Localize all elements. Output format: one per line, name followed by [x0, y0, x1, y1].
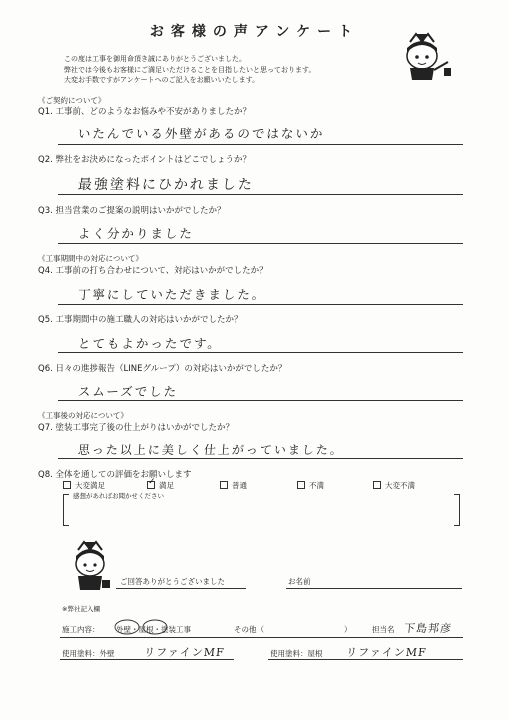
question-3: Q3. 担当営業のご提案の説明はいかがでしたか？ — [38, 206, 226, 216]
rating-option-very-unsatisfied[interactable]: 大変不満 — [373, 480, 415, 491]
thanks-line — [116, 588, 246, 589]
answer-line-4 — [58, 304, 463, 305]
answer-line-1 — [58, 144, 463, 145]
paint-roof-line — [268, 659, 463, 660]
section-during: 《工事期間中の対応について》 — [38, 254, 143, 263]
checkbox-icon[interactable] — [63, 481, 71, 489]
question-8: Q8. 全体を通しての評価をお願いします — [38, 470, 192, 480]
manager-label: 担当名 — [372, 625, 395, 634]
answer-line-2 — [58, 194, 463, 195]
samurai-mascot-icon — [66, 540, 118, 596]
rating-option-unsatisfied[interactable]: 不満 — [297, 480, 324, 491]
intro-text: この度は工事を御用命頂き誠にありがとうございました。 弊社では今後もお客様にご満足いただけることを目指したいと思っております。 大変お手数ですがアンケートへのご記入をお願いいたします。 — [64, 55, 316, 84]
answer-7: 思った以上に美しく仕上がっていました。 — [77, 443, 345, 457]
rating-option-satisfied[interactable]: ✓ 満足 — [147, 480, 174, 491]
question-1: Q1. 工事前、どのようなお悩みや不安がありましたか？ — [38, 107, 252, 117]
page-title: お客様の声アンケート — [149, 24, 360, 40]
answer-line-7 — [58, 458, 463, 459]
question-6: Q6. 日々の進捗報告（LINEグループ）の対応はいかがでしたか？ — [38, 364, 287, 374]
answer-line-5 — [58, 352, 463, 353]
samurai-mascot-icon — [396, 32, 452, 84]
circled-choice-icon — [114, 618, 174, 636]
left-bracket — [63, 494, 69, 526]
comment-area[interactable] — [63, 491, 460, 524]
section-after: 《工事後の対応について》 — [38, 411, 128, 420]
work-line — [60, 637, 463, 638]
checkbox-icon[interactable] — [220, 481, 228, 489]
paint-roof-value: リファインMF — [345, 646, 428, 659]
question-2: Q2. 弊社をお決めになったポイントはどこでしょうか？ — [38, 155, 252, 165]
question-4: Q4. 工事前の打ち合わせについて、対応はいかがでしたか？ — [38, 266, 268, 276]
name-label: お名前 — [288, 577, 311, 586]
paint-wall-label: 使用塗料：外壁 — [62, 649, 115, 658]
work-label: 施工内容： — [62, 625, 100, 634]
rating-option-very-satisfied[interactable]: 大変満足 — [63, 480, 105, 491]
answer-1: いたんでいる外壁があるのではないか — [77, 126, 326, 141]
question-5: Q5. 工事期間中の施工職人の対応はいかがでしたか？ — [38, 315, 243, 325]
work-other-close: ） — [344, 625, 352, 634]
paint-wall-value: リファインMF — [143, 646, 226, 659]
answer-3: よく分かりました — [77, 226, 195, 241]
rating-option-neutral[interactable]: 普通 — [220, 480, 247, 491]
paint-wall-line — [60, 659, 234, 660]
answer-2: 最強塗料にひかれました — [77, 177, 255, 193]
comment-hint: 感想があればお聞かせください — [73, 492, 164, 500]
answer-line-3 — [58, 243, 463, 244]
thanks-text: ご回答ありがとうございました — [120, 577, 225, 586]
answer-6: スムーズでした — [77, 384, 179, 399]
paint-roof-label: 使用塗料：屋根 — [270, 649, 323, 658]
section-contract: 《ご契約について》 — [38, 96, 106, 105]
question-7: Q7. 塗装工事完了後の仕上がりはいかがでしたか？ — [38, 423, 235, 433]
checkbox-icon[interactable] — [373, 481, 381, 489]
work-items: 外壁・屋根・塗装工事 — [116, 625, 191, 634]
checkbox-checked-icon[interactable] — [147, 481, 155, 489]
work-other: その他（ — [234, 625, 264, 634]
right-bracket — [454, 494, 460, 526]
checkbox-icon[interactable] — [297, 481, 305, 489]
name-line[interactable] — [286, 588, 462, 589]
answer-5: とてもよかったです。 — [77, 336, 223, 351]
company-note: ※弊社記入欄 — [62, 605, 100, 613]
manager-name: 下島邦彦 — [403, 622, 453, 635]
answer-line-6 — [58, 400, 463, 401]
answer-4: 丁寧にしていただきました。 — [77, 287, 268, 302]
